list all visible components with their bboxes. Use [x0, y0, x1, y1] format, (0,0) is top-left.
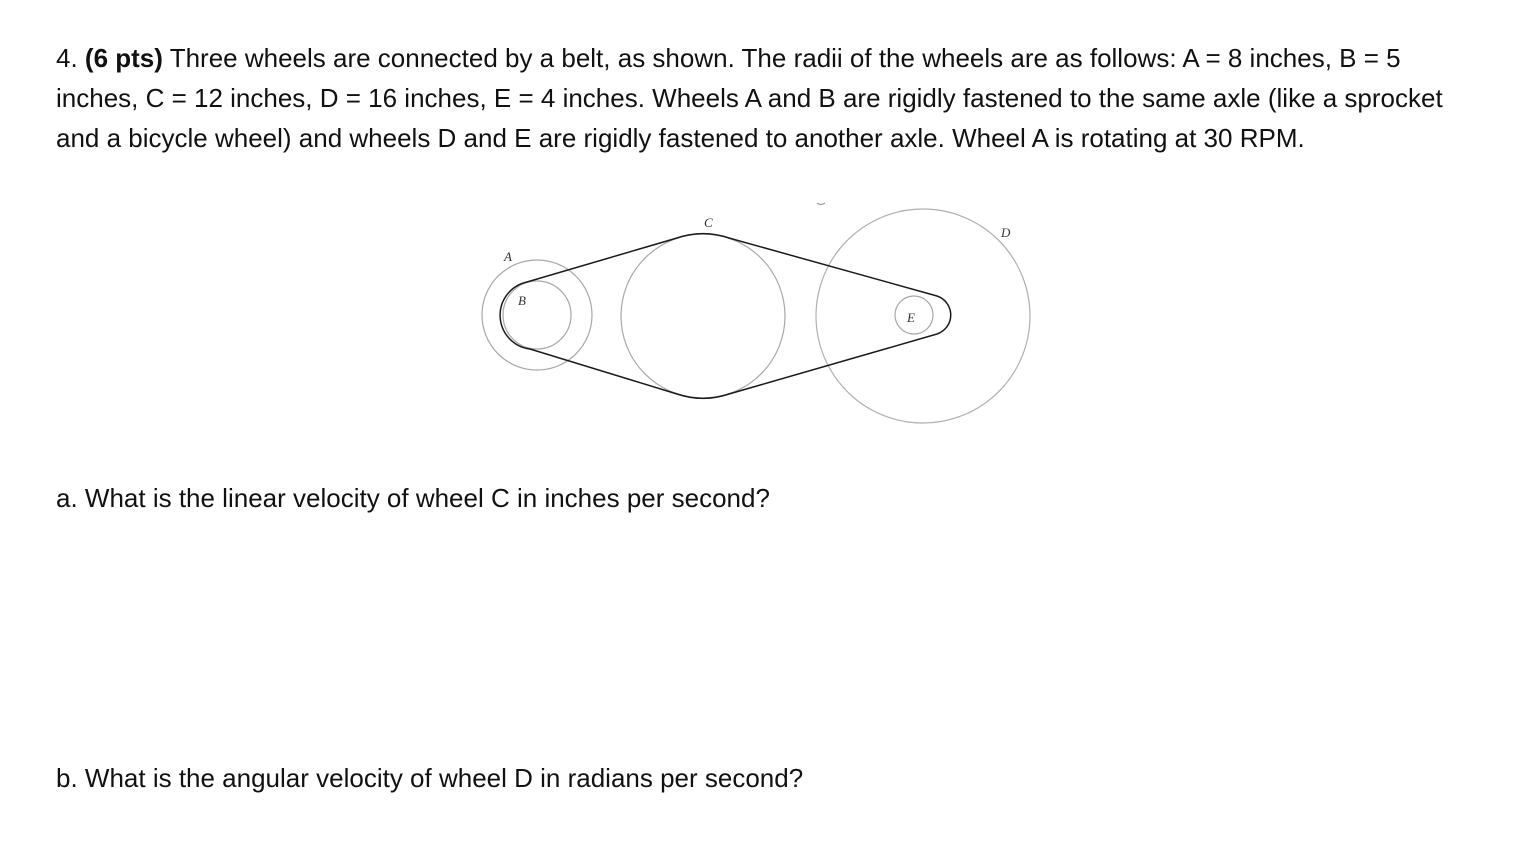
label-a: A — [504, 249, 512, 264]
belt — [500, 234, 951, 398]
belt-wheels-diagram — [470, 196, 1050, 436]
problem-number: 4. — [56, 43, 78, 73]
label-c: C — [704, 215, 713, 230]
label-b: B — [518, 293, 526, 308]
question-a: a. What is the linear velocity of wheel C in inches per second? — [56, 483, 770, 513]
problem-text: Three wheels are connected by a belt, as shown. The radii of the wheels are as follows: A = 8 inches, B = 5 inches, C = 12 inches, D = 16 inches, E = 4 inches. Wheels A and B are rigidly fastened to the same axle (like a sprocket and a bicycle wheel) and wheels D and E are rigidly fastened to another axle. Wheel A is rotating at 30 RPM. — [56, 43, 1443, 153]
problem-statement — [56, 38, 1476, 158]
stray-mark — [817, 203, 825, 205]
problem-points: (6 pts) — [84, 43, 163, 73]
wheel-d — [816, 209, 1030, 423]
wheel-c — [621, 234, 785, 398]
label-d: D — [1001, 225, 1011, 240]
wheel-a — [482, 260, 592, 370]
wheel-b — [503, 281, 571, 349]
question-b: b. What is the angular velocity of wheel D in radians per second? — [56, 763, 804, 793]
label-e: E — [907, 310, 915, 325]
